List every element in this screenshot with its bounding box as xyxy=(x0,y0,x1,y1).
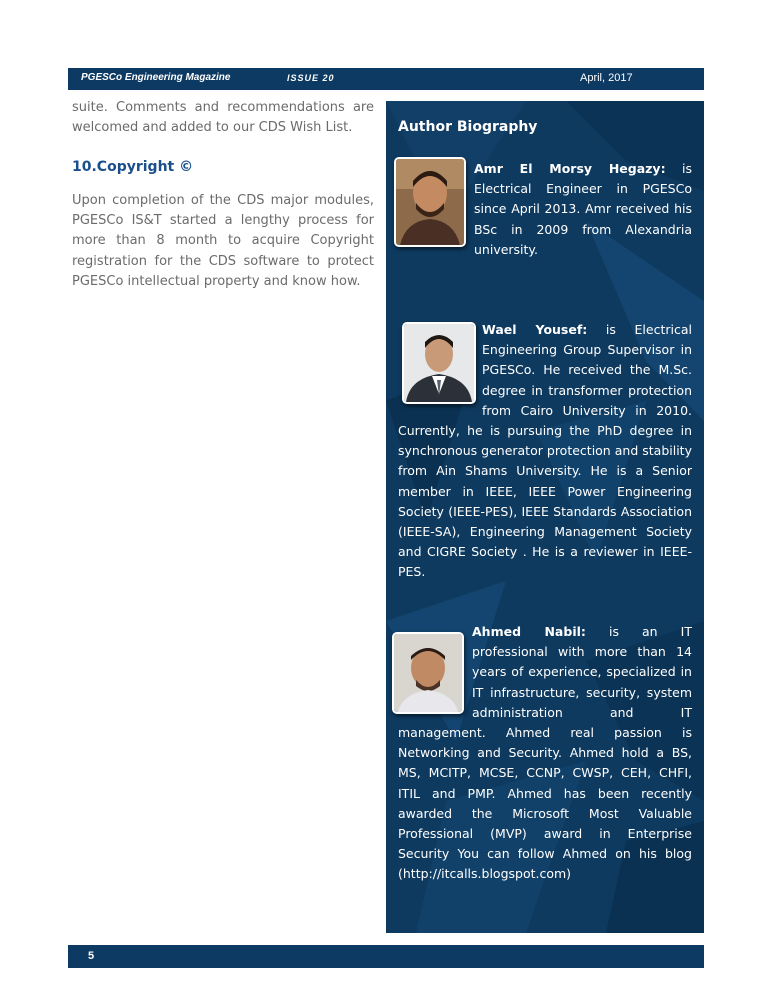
issue-date: April, 2017 xyxy=(580,72,633,84)
magazine-title: PGESCo Engineering Magazine xyxy=(81,72,231,83)
author-bio-3 xyxy=(398,622,692,885)
author-bio-2 xyxy=(398,320,692,583)
author-text-1: is Electrical Engineer in PGESCo since April 2013. Amr received his BSc in 2009 from Alexandria university. xyxy=(474,161,692,257)
panel-title: Author Biography xyxy=(398,119,538,135)
author-name-3: Ahmed Nabil: xyxy=(472,624,586,639)
header-bar xyxy=(68,68,704,90)
author-photo-3 xyxy=(392,632,464,714)
author-text-2: is Electrical Engineering Group Supervisor in PGESCo. He received the M.Sc. degree in transformer protection from Cairo University in 2010. Currently, he is pursuing the PhD degree in synchronous generator protection and stability from Ain Shams University. He is a Senior member in IEEE, IEEE Power Engineering Society (IEEE-PES), IEEE Standards Association (IEEE-SA), Engineering Management Society and CIGRE Society . He is a reviewer in IEEE-PES. xyxy=(398,322,692,580)
issue-label: ISSUE 20 xyxy=(287,73,335,83)
author-photo-2 xyxy=(402,322,476,404)
author-photo-1 xyxy=(394,157,466,247)
intro-paragraph: suite. Comments and recommendations are welcomed and added to our CDS Wish List. xyxy=(72,100,374,136)
author-text-3: is an IT professional with more than 14 years of experience, specialized in IT infrastructure, security, system administration and IT management. Ahmed real passion is Networking and Security. Ahmed hold a BS, MS, MCITP, MCSE, CCNP, CWSP, CEH, CHFI, ITIL and PMP. Ahmed has been recently awarded the Microsoft Most Valuable Professional (MVP) award in Enterprise Security You can follow Ahmed on his blog (http://itcalls.blogspot.com) xyxy=(398,624,692,882)
section-heading: 10.Copyright © xyxy=(72,158,194,175)
footer-bar xyxy=(68,945,704,968)
author-biography-panel xyxy=(386,101,704,933)
author-bio-1 xyxy=(398,159,692,260)
left-column xyxy=(72,98,374,292)
page-number: 5 xyxy=(88,950,95,962)
copyright-paragraph: Upon completion of the CDS major modules, PGESCo IS&T started a lengthy process for more than 8 month to acquire Copyright registration for the CDS software to protect PGESCo intellectual property and know how. xyxy=(72,192,374,290)
author-name-2: Wael Yousef: xyxy=(482,322,588,337)
author-name-1: Amr El Morsy Hegazy: xyxy=(474,161,666,176)
